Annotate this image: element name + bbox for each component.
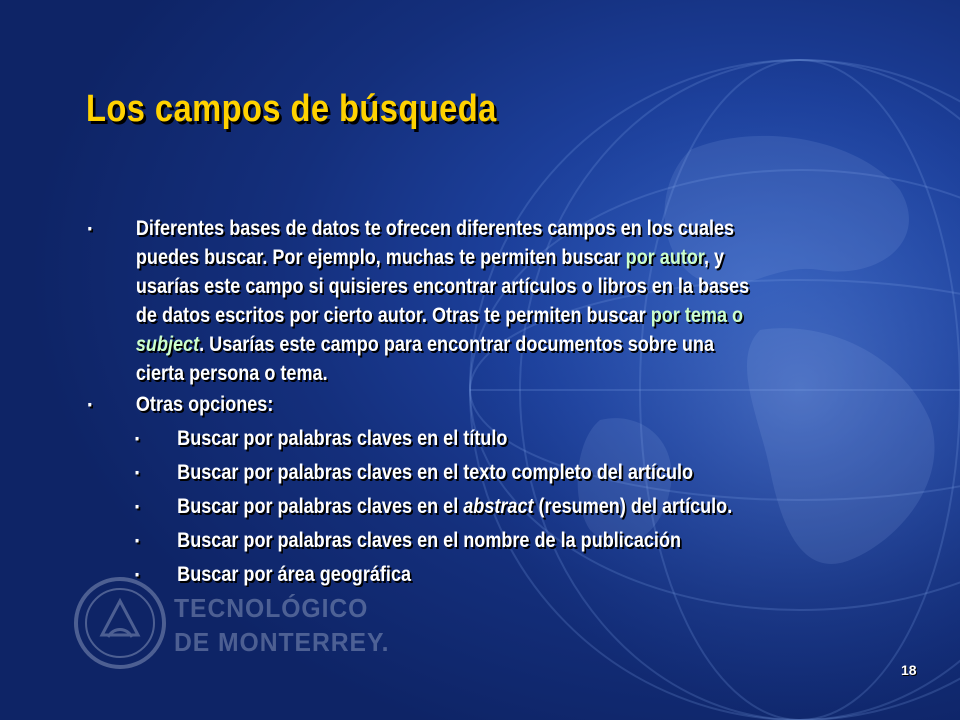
slide-title: Los campos de búsqueda — [86, 88, 497, 130]
sub-bullet-text: Buscar por área geográfica — [177, 563, 412, 586]
bullet-item — [86, 214, 765, 388]
sub-bullet-item — [86, 458, 765, 487]
square-bullet-icon: ▪ — [87, 396, 92, 412]
sub-bullet-text: (resumen) del artículo. — [533, 495, 733, 518]
sub-bullet-item — [86, 492, 765, 521]
sub-bullet-text: Buscar por palabras claves en el — [177, 495, 464, 518]
sub-bullet-item — [86, 526, 765, 555]
logo-line-1: TECNOLÓGICO — [174, 593, 369, 623]
bullet-text: Diferentes bases de datos te ofrecen diferentes campos en los cuales puedes buscar. Por ejemplo, muchas te permiten buscar — [135, 217, 735, 269]
square-bullet-icon: ▪ — [135, 430, 140, 446]
square-bullet-icon: ▪ — [135, 532, 140, 548]
highlight-por-tema: por tema o — [650, 304, 744, 327]
highlight-subject: subject — [135, 333, 200, 356]
sub-bullet-italic: abstract — [463, 495, 534, 518]
square-bullet-icon: ▪ — [135, 566, 140, 582]
bullet-text: Otras opciones: — [135, 393, 274, 416]
university-seal-icon — [72, 575, 168, 671]
sub-bullet-text: Buscar por palabras claves en el texto completo del artículo — [177, 461, 694, 484]
bullet-text: , y usarías este campo si quisieres encontrar artículos o libros en la bases de datos escritos por cierto autor. Otras te permiten buscar — [135, 246, 750, 327]
sub-bullet-text: Buscar por palabras claves en el nombre de la publicación — [177, 529, 682, 552]
square-bullet-icon: ▪ — [87, 220, 92, 236]
square-bullet-icon: ▪ — [135, 464, 140, 480]
tec-monterrey-logo — [72, 575, 402, 675]
slide-body — [86, 214, 765, 589]
bullet-text: . Usarías este campo para encontrar documentos sobre una cierta persona o tema. — [135, 333, 715, 385]
page-number: 18 — [901, 662, 917, 678]
sub-bullet-text: Buscar por palabras claves en el título — [177, 427, 508, 450]
sub-bullet-item — [86, 424, 765, 453]
logo-line-2: DE MONTERREY. — [174, 627, 390, 657]
bullet-item — [86, 390, 765, 419]
square-bullet-icon: ▪ — [135, 498, 140, 514]
logo-wordmark — [174, 591, 389, 659]
highlight-por-autor: por autor — [625, 246, 704, 269]
